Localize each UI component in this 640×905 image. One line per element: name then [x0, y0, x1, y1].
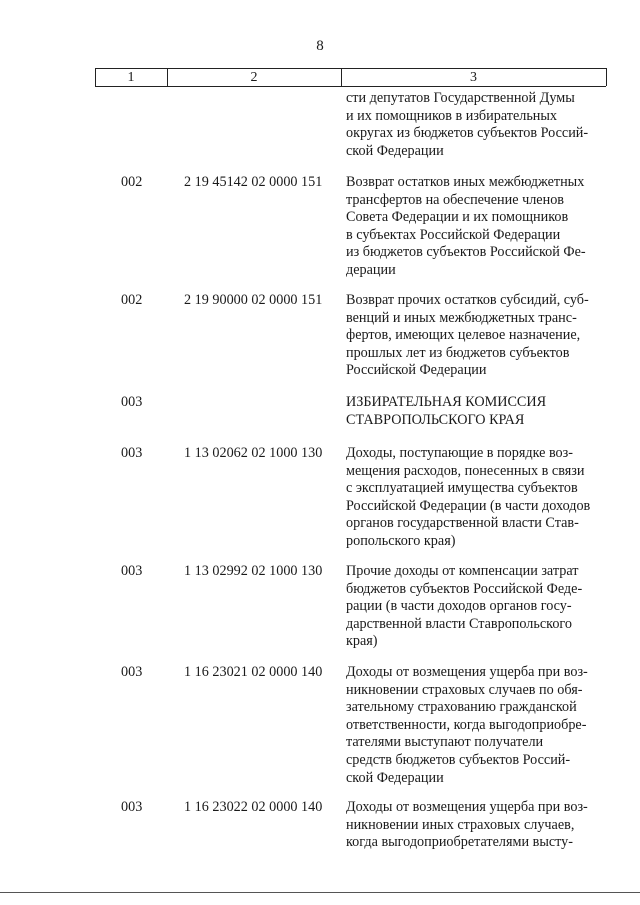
budget-code: 2 19 90000 02 0000 151 [184, 292, 323, 308]
description-line: Российской Федерации [346, 362, 487, 379]
description-line: бюджетов субъектов Российской Феде- [346, 580, 583, 597]
description-line: дерации [346, 261, 396, 278]
description-line: дарственной власти Ставропольского [346, 615, 572, 632]
budget-code: 1 16 23022 02 0000 140 [184, 799, 323, 815]
budget-code: 1 16 23021 02 0000 140 [184, 664, 323, 680]
description-line: Доходы от возмещения ущерба при воз- [346, 664, 588, 680]
description-line: органов государственной власти Став- [346, 515, 579, 532]
admin-code: 003 [121, 563, 143, 579]
description-line: фертов, имеющих целевое назначение, [346, 327, 581, 344]
admin-code: 002 [121, 174, 143, 190]
description-line: никновении страховых случаев по обя- [346, 681, 583, 698]
description-line: Доходы, поступающие в порядке воз- [346, 445, 573, 461]
description-line: прошлых лет из бюджетов субъектов [346, 344, 570, 361]
description-line: края) [346, 633, 378, 650]
page-bottom-rule [0, 892, 640, 893]
page-number: 8 [316, 38, 324, 54]
admin-code: 003 [121, 664, 143, 680]
description-line: ской Федерации [346, 769, 444, 786]
description-line: ответственности, когда выгодоприобре- [346, 716, 587, 733]
description-line: из бюджетов субъектов Российской Фе- [346, 244, 586, 261]
description-line: венций и иных межбюджетных транс- [346, 309, 577, 326]
description-line: ской Федерации [346, 142, 444, 159]
description-line: Прочие доходы от компенсации затрат [346, 563, 579, 579]
description-line: тателями выступают получатели [346, 734, 544, 751]
description-line: зательному страхованию гражданской [346, 699, 577, 716]
description-line: трансфертов на обеспечение членов [346, 191, 564, 208]
description-line: когда выгодоприобретателями высту- [346, 834, 573, 851]
description-line: ИЗБИРАТЕЛЬНАЯ КОМИССИЯ [346, 394, 547, 410]
description-line: округах из бюджетов субъектов Россий- [346, 125, 589, 142]
row-description [346, 799, 606, 852]
row-description [346, 445, 606, 551]
admin-code: 002 [121, 292, 143, 308]
description-line: Возврат остатков иных межбюджетных [346, 174, 585, 190]
budget-code: 1 13 02062 02 1000 130 [184, 445, 323, 461]
description-line: в субъектах Российской Федерации [346, 226, 561, 243]
row-description [346, 292, 606, 380]
admin-code: 003 [121, 799, 143, 815]
description-line: с эксплуатацией имущества субъектов [346, 480, 578, 497]
description-line: мещения расходов, понесенных в связи [346, 462, 585, 479]
description-line: Российской Федерации (в части доходов [346, 497, 591, 514]
description-line: никновении иных страховых случаев, [346, 816, 575, 833]
description-line: рации (в части доходов органов госу- [346, 598, 572, 615]
budget-code: 2 19 45142 02 0000 151 [184, 174, 323, 190]
budget-code: 1 13 02992 02 1000 130 [184, 563, 323, 579]
row-description [346, 90, 606, 160]
header-divider [606, 68, 607, 86]
header-bottom-rule [95, 86, 606, 87]
description-line: Доходы от возмещения ущерба при воз- [346, 799, 588, 815]
header-col-1: 1 [127, 70, 135, 85]
row-description [346, 394, 606, 429]
row-description [346, 664, 606, 787]
description-line: Совета Федерации и их помощников [346, 209, 569, 226]
header-col-3: 3 [470, 70, 477, 85]
description-line: сти депутатов Государственной Думы [346, 90, 575, 106]
description-line: и их помощников в избирательных [346, 107, 558, 124]
header-col-2: 2 [250, 70, 258, 85]
row-description [346, 174, 606, 280]
description-line: СТАВРОПОЛЬСКОГО КРАЯ [346, 411, 525, 428]
admin-code: 003 [121, 445, 143, 461]
description-line: Возврат прочих остатков субсидий, суб- [346, 292, 589, 308]
description-line: ропольского края) [346, 532, 456, 549]
row-description [346, 563, 606, 651]
description-line: средств бюджетов субъектов Россий- [346, 751, 571, 768]
admin-code: 003 [121, 394, 143, 410]
